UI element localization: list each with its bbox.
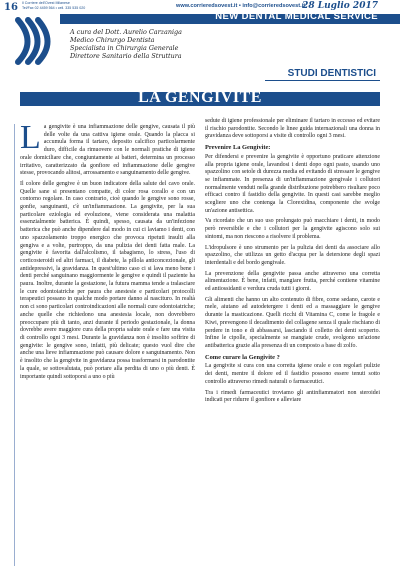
- subheading: Come curare la Gengivite ?: [205, 353, 280, 361]
- subheading: Prevenire La Gengivite:: [205, 144, 271, 152]
- author-credit: [70, 28, 182, 60]
- author-position: Direttore Sanitario della Struttura: [70, 52, 182, 60]
- paragraph: La prevenzione della gengivite passa anche attraverso una corretta alimentazione. È bene, infatti, mangiare frutta, perché contiene vitamine ed antiossidanti e verdura cruda tutti i giorni.: [205, 270, 380, 293]
- issue-date: 28 Luglio 2017: [302, 1, 378, 11]
- drop-cap: L: [20, 119, 41, 156]
- article-column-right: [205, 118, 380, 408]
- newspaper-header: [0, 0, 400, 34]
- author-specialty: Specialista in Chirurgia Generale: [70, 44, 179, 52]
- margin-rule: [14, 124, 15, 566]
- article-title: LA GENGIVITE: [138, 89, 262, 106]
- paragraph: Va ricordato che un suo uso prolungato può macchiare i denti, in modo però reversibile e che i collutori per la gengivite agiscono solo sui sintomi, ma non riescono a risolvere il problema.: [205, 218, 380, 240]
- publisher-info: [22, 1, 85, 10]
- publisher-line: Tel/Fax 02 4459 564 • cell. 335 535 020: [22, 5, 86, 10]
- section-divider: [265, 80, 380, 81]
- article-column-left: [20, 119, 195, 384]
- section-title: STUDI DENTISTICI: [287, 68, 376, 79]
- site-contact: www.corrieredsovest.it • info@corrieredsovest.it: [176, 3, 306, 9]
- paragraph: sedute di igiene professionale per eliminare il tartaro in eccesso ed evitare il rischio parodontite. Secondo le linee guida internazionali una donna in gravidanza deve sottoporsi a visite di controllo ogni 3 mesi.: [205, 118, 380, 140]
- paragraph: a gengivite è una infiammazione delle gengive, causata il più delle volte da una cattiva igiene orale. Quando la placca si accumula forma il tartaro, deposito calcifico particolarmente duro, difficile da rimuovere con le normali pratiche di igiene orale domiciliare che, congiuntamente ai batteri, determina un processo irritativo, caratterizzato da gonfiore ed infiammazione delle gengive stesse, provocando alitosi, arrossamento e sanguinamento delle gengive.: [20, 124, 195, 177]
- paragraph: Il colore delle gengive è un buon indicatore della salute del cavo orale. Quelle sane si presentano compatte, di color rosa corallo e con un contorno regolare. In caso contrario, cioè quando le gengive sono rosse, gonfie, sanguinanti, c'è un'infiammazione. La gengivite, per la sua particolare eziologia ed evoluzione, viene considerata una malattia essenzialmente batterica. È quindi, spesso, causata da un'infezione batterica che può anche dipendere dal modo in cui ci laviamo i denti, con uno spazzolamento troppo energico che provoca ripetuti insulti alla gengiva e a volte, purtroppo, da una pulizia dei denti fatta male. La gengivite è favorita dall'alcolismo, il tabagismo, lo stress, l'uso di corticosteroidi ed altri farmaci, il diabete, la pillola anticoncezionale, gli antidepressivi, la gravidanza. In quest'ultimo caso ci si lava meno bene i denti perché sanguinano maggiormente le gengive e quindi il paziente ha paura. Inoltre, durante la gestazione, la futura mamma tende a tralasciare le cure odontoiatriche per paura che anestesie e particolari protocolli terapeutici possano in qualche modo portare danno al nascituro. In realtà non ci sono particolari controindicazioni alle normali cure odontoiatriche; anche quelle che richiedono una anestesia locale, non dovrebbero preoccupare più di tanto, anzi durante il periodo gestazionale, la donna dovrebbe avere maggiore cura della propria salute orale e fare una visita di controllo ogni 3 mesi. Durante la gravidanza non è insolito soffrire di gengivite: le gengive sono, infatti, più delicate; questo vuol dire che anche una lieve infiammazione può causare dolore e sanguinamento. Non è insolito che la gengivite in gravidanza possa trasformarsi in parodontite la quale, se sottovalutata, può portare alla perdita di uno o più denti. È importante quindi sottoporsi a uno o più: [20, 180, 195, 380]
- publisher-line: Il Corriere dell'Ovest Milanese: [22, 1, 70, 5]
- service-name: NEW DENTAL MEDICAL SERVICE: [215, 11, 378, 22]
- page-number: 16: [4, 2, 18, 13]
- paragraph: Gli alimenti che hanno un alto contenuto di fibre, come sedano, carote e mele, aiutano ad autodetergere i denti ed a massaggiare le gengive durante la masticazione. Quelli ricchi di Vitamina C, come le fragole e Kiwi, prevengono il decadimento del collagene senza il quale rischiano di perdere in tono e di abbassarsi, lasciando il colletto dei denti scoperto. Infine le cipolle, specialmente se mangiate crude, svolgono un'azione antibatterica grazie alla presenza di un composto a base di zolfo.: [205, 296, 380, 349]
- paragraph: Tra i rimedi farmaceutici troviamo gli antinfiammatori non steroidei indicati per ridurre il gonfiore e alleviare: [205, 389, 380, 404]
- author-role: Medico Chirurgo Dentista: [70, 36, 155, 44]
- author-name: A cura del Dott. Aurelio Carzaniga: [70, 28, 182, 36]
- paragraph: La gengivite si cura con una corretta igiene orale e con regolari pulizie dei denti, mentre il dolore ed il fastidio possono essere tenuti sotto controllo attraverso rimedi naturali o farmaceutici.: [205, 363, 380, 385]
- paragraph: L'idropulsore è uno strumento per la pulizia dei denti da associare allo spazzolino, che utilizza un getto d'acqua per la detersione degli spazi interdentali e del bordo gengivale.: [205, 244, 380, 266]
- ovest-milanese-logo-icon: [14, 16, 60, 66]
- paragraph: Per difendersi e prevenire la gengivite è opportuno praticare attenzione alla propria igiene orale, lavandosi i denti dopo ogni pasto, usando uno spazzolino con setole di durezza media ed evitando di stressare le gengive se infiammate. In presenza di un'infiammazione gengivale i collutori normalmente venduti nella grande distribuzione potrebbero risultare poco efficaci contro il fastidio della gengivite. In questi casi sarebbe meglio scegliere uno che contenga la Clorexidina, componente che svolge un'azione antisettica.: [205, 153, 380, 214]
- article-title-bar: [20, 89, 380, 106]
